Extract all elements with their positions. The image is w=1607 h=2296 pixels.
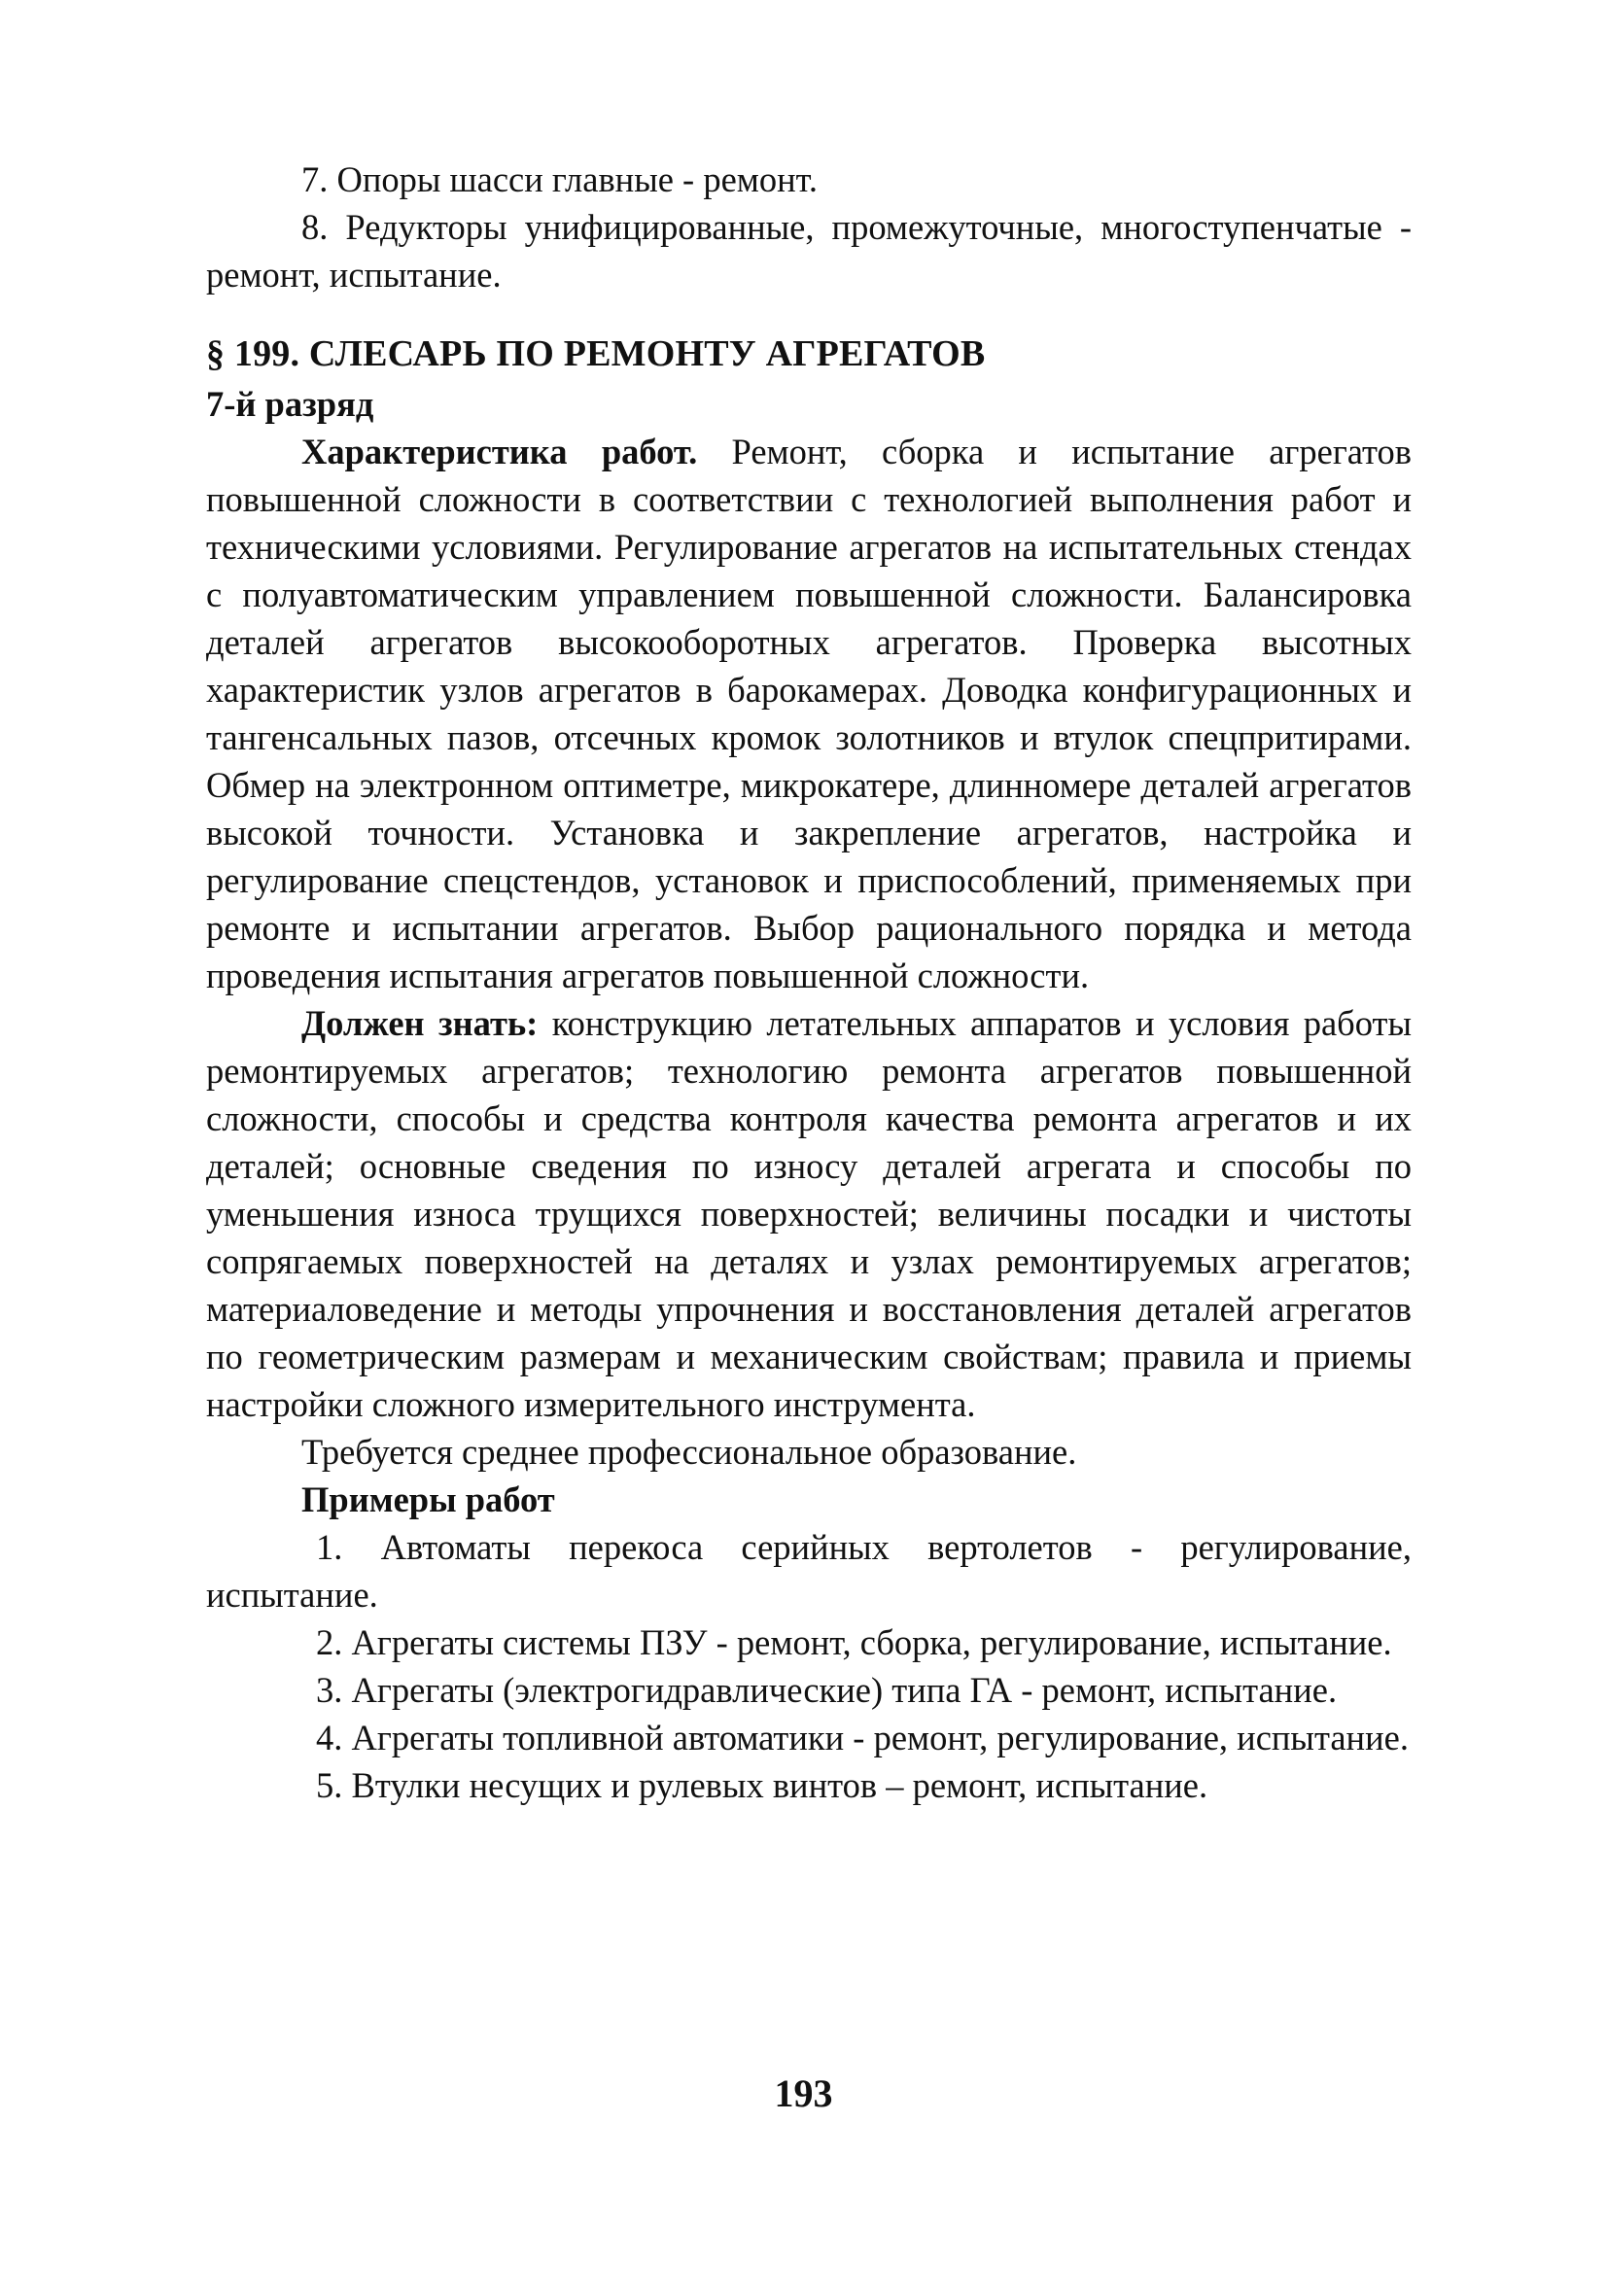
- characteristic-label: Характеристика работ.: [301, 432, 698, 471]
- characteristic-text: Ремонт, сборка и испытание агрегатов повышенной сложности в соответствии с технологией выполнения работ и техническими условиями. Регулирование агрегатов на испытательных стендах с полуавтоматическим управлением повышенной сложности. Балансировка деталей агрегатов высокооборотных агрегатов. Проверка высотных характеристик узлов агрегатов в барокамерах. Доводка конфигурационных и тангенсальных пазов, отсечных кромок золотников и втулок спецпритирами. Обмер на электронном оптиметре, микрокатере, длинномере деталей агрегатов высокой точности. Установка и закрепление агрегатов, настройка и регулирование спецстендов, установок и приспособлений, применяемых при ремонте и испытании агрегатов. Выбор рационального порядка и метода проведения испытания агрегатов повышенной сложности.: [206, 432, 1412, 995]
- page-number: 193: [774, 2071, 833, 2115]
- example-item: 4. Агрегаты топливной автоматики - ремонт, регулирование, испытание.: [316, 1718, 1409, 1757]
- example-item: 2. Агрегаты системы ПЗУ - ремонт, сборка, регулирование, испытание.: [316, 1622, 1392, 1662]
- example-item: 1. Автоматы перекоса серийных вертолетов - регулирование, испытание.: [206, 1527, 1412, 1615]
- knowledge-text: конструкцию летательных аппаратов и условия работы ремонтируемых агрегатов; технологию ремонта агрегатов повышенной сложности, способы и средства контроля качества ремонта агрегатов и их деталей; основные сведения по износу деталей агрегата и способы по уменьшения износа трущихся поверхностей; величины посадки и чистоты сопрягаемых поверхностей на деталях и узлах ремонтируемых агрегатов; материаловедение и методы упрочнения и восстановления деталей агрегатов по геометрическим размерам и механическим свойствам; правила и приемы настройки сложного измерительного инструмента.: [206, 1003, 1412, 1424]
- examples-title: Примеры работ: [301, 1479, 555, 1519]
- knowledge-label: Должен знать:: [301, 1003, 539, 1043]
- grade-label: 7-й разряд: [206, 384, 374, 424]
- knowledge-paragraph: [206, 999, 1412, 1428]
- list-item-8: 8. Редукторы унифицированные, промежуточные, многоступенчатые - ремонт, испытание.: [206, 207, 1412, 295]
- example-item: 5. Втулки несущих и рулевых винтов – ремонт, испытание.: [316, 1765, 1208, 1805]
- list-item-7: 7. Опоры шасси главные - ремонт.: [301, 159, 818, 199]
- education-requirement: Требуется среднее профессиональное образование.: [301, 1432, 1077, 1472]
- page-body: [206, 156, 1412, 1809]
- characteristic-paragraph: [206, 428, 1412, 999]
- section-heading: § 199. СЛЕСАРЬ ПО РЕМОНТУ АГРЕГАТОВ: [206, 333, 986, 374]
- example-item: 3. Агрегаты (электрогидравлические) типа ГА - ремонт, испытание.: [316, 1670, 1338, 1710]
